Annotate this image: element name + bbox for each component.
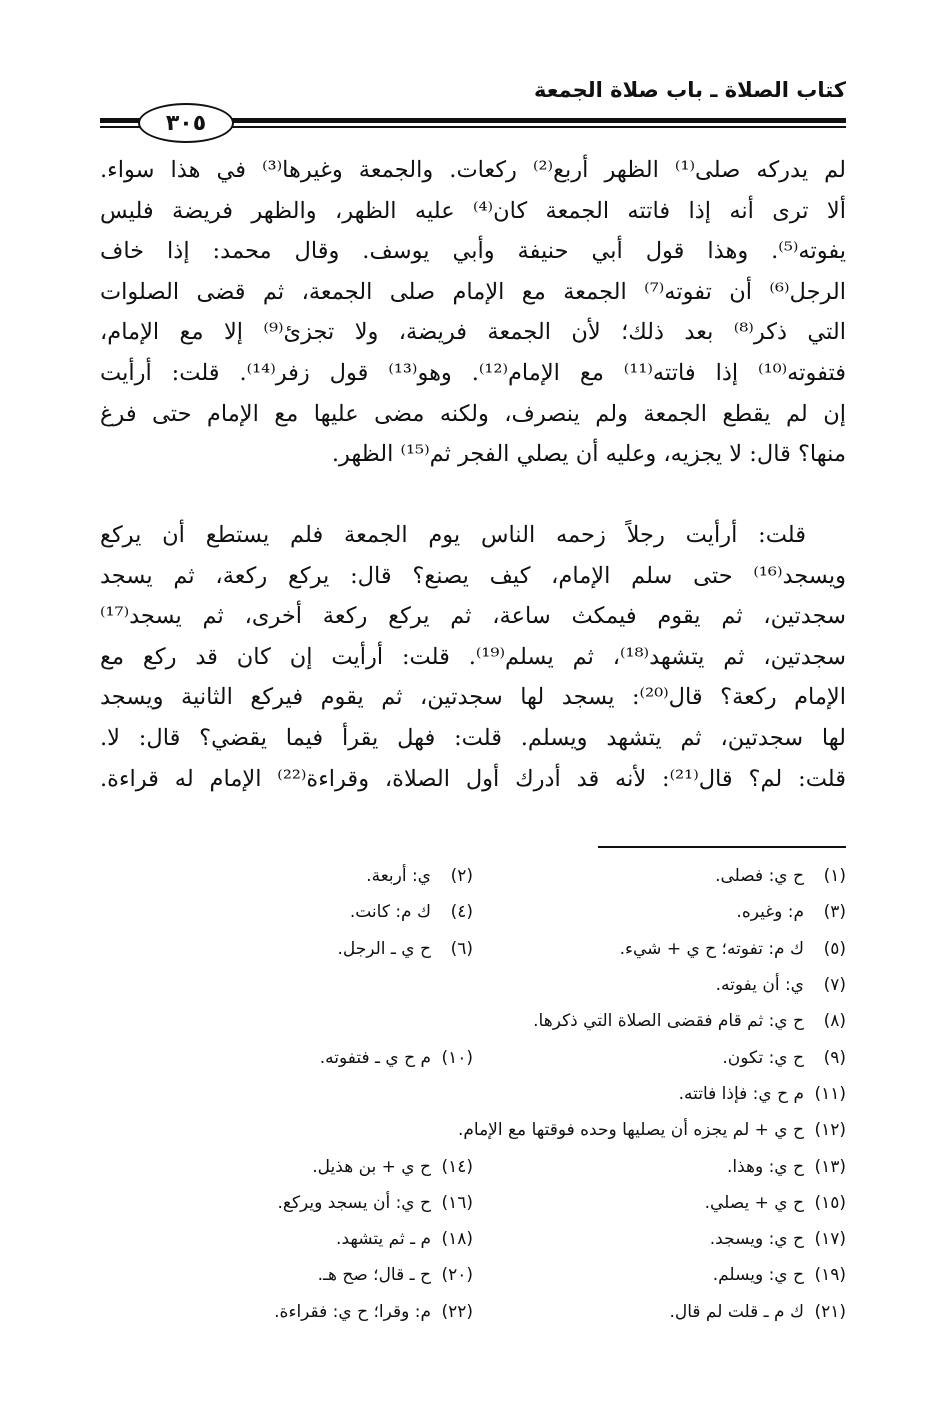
footnote [100,975,846,995]
page-number: ٣٠٥ [138,103,234,143]
footnote-text: ي: أربعة. [366,866,431,887]
footnote [100,939,473,959]
footnote-text: ك م: تفوته؛ ح ي + شيء. [619,938,804,959]
footnote-number: (١٢) [814,1120,846,1141]
text-line: منها؟ قال: لا يجزيه، وعليه أن يصلي الفجر ثم⁽¹⁵⁾ الظهر. [331,441,846,468]
footnote-row [100,1185,846,1221]
footnote-text: ح ي: تكون. [722,1047,804,1068]
text-line: سجدتين، ثم يتشهد⁽¹⁸⁾، ثم يسلم⁽¹⁹⁾. قلت: أرأيت إن كان قد ركع مع [100,643,846,670]
footnote-number: (٣) [823,902,846,923]
footnote-number: (١٧) [814,1229,846,1250]
footnote-number: (٦) [450,938,473,959]
footnote [473,1302,846,1322]
text-line: التي ذكر⁽⁸⁾ بعد ذلك؛ لأن الجمعة فريضة، ولا تجزئ⁽⁹⁾ إلا مع الإمام، [100,319,846,346]
footnote [100,1084,846,1104]
footnote-text: ح ي ـ الرجل. [337,938,431,959]
footnote-text: م: وغيره. [736,902,804,923]
footnote [100,1011,846,1031]
footnote-row [100,1112,846,1148]
text-line: ويسجد⁽¹⁶⁾ حتى سلم الإمام، كيف يصنع؟ قال: يركع ركعة، ثم يسجد [100,562,846,589]
footnote [473,1265,846,1285]
footnote-number: (١٣) [814,1156,846,1177]
footnote-number: (٤) [450,902,473,923]
footnote [100,1193,473,1213]
text-line: قلت: لم؟ قال⁽²¹⁾: لأنه قد أدرك أول الصلاة، وقراءة⁽²²⁾ الإمام له قراءة. [100,765,846,792]
text-line: قلت: أرأيت رجلاً زحمه الناس يوم الجمعة فلم يستطع أن يركع [100,522,806,548]
footnote-number: (٢) [450,866,473,887]
footnote-row [100,858,846,894]
footnote-number: (٥) [823,938,846,959]
footnote-row [100,967,846,1003]
footnote-text: ك م ـ قلت لم قال. [669,1301,804,1322]
paragraph-2 [100,515,846,799]
text-line: سجدتين، ثم يقوم فيمكث ساعة، ثم يركع ركعة أخرى، ثم يسجد⁽¹⁷⁾ [100,603,846,630]
footnote-text: ح ي: ويسجد. [709,1229,804,1250]
text-line: الرجل⁽⁶⁾ أن تفوته⁽⁷⁾ الجمعة مع الإمام صلى الجمعة، ثم قضى الصلوات [100,278,846,305]
footnote-text: ي: أن يفوته. [715,975,804,996]
footnote [473,1229,846,1249]
footnote-number: (١٥) [814,1192,846,1213]
footnote [473,1157,846,1177]
footnote [100,1229,473,1249]
footnote-row [100,1003,846,1039]
footnote-text: ح ي: ويسلم. [712,1265,804,1286]
footnote-number: (٢٠) [441,1265,473,1286]
footnote [473,902,846,922]
footnote-row [100,931,846,967]
footnote-number: (١٩) [814,1265,846,1286]
footnote-number: (٧) [823,975,846,996]
footnote-number: (١٤) [441,1156,473,1177]
footnote-text: ح ي: أن يسجد ويركع. [277,1192,431,1213]
text-line: لها سجدتين، ثم يتشهد ويسلم. قلت: فهل يقرأ فيما يقضي؟ قال: لا. [100,724,846,751]
footnote-number: (٨) [823,1011,846,1032]
footnote-text: ح ي: فصلى. [715,866,804,887]
text-line: فتفوته⁽¹⁰⁾ إذا فاتته⁽¹¹⁾ مع الإمام⁽¹²⁾. وهو⁽¹³⁾ قول زفر⁽¹⁴⁾. قلت: أرأيت [100,359,847,386]
footnote-text: ح ي + لم يجزه أن يصليها وحده فوقتها مع الإمام. [457,1120,804,1141]
footnote-number: (٩) [823,1047,846,1068]
footnote-text: ح ـ قال؛ صح هـ. [317,1265,431,1286]
footnote-number: (١٨) [441,1229,473,1250]
footnote-row [100,1294,846,1330]
footnote-text: ك م: كانت. [349,902,431,923]
paragraph-1 [100,150,846,475]
footnote [100,1157,473,1177]
text-line: الإمام ركعة؟ قال⁽²⁰⁾: يسجد لها سجدتين، ثم يقوم فيركع الثانية ويسجد [100,684,846,711]
footnote-row [100,1221,846,1257]
footnote-number: (١) [823,866,846,887]
footnote-text: ح ي: وهذا. [726,1156,804,1177]
footnote-text: ح ي + بن هذيل. [312,1156,431,1177]
footnote-text: م ح ي: فإذا فاتته. [678,1083,804,1104]
footnote [100,902,473,922]
footnote [473,1048,846,1068]
running-header-title: كتاب الصلاة ـ باب صلاة الجمعة [533,78,846,102]
footnote [100,1302,473,1322]
footnote [473,1193,846,1213]
footnote-row [100,1148,846,1184]
footnote-text: ح ي: ثم قام فقضى الصلاة التي ذكرها. [533,1011,804,1032]
footnote [473,939,846,959]
footnote [100,866,473,886]
footnote-row [100,1076,846,1112]
footnote-number: (١١) [814,1083,846,1104]
footnote-number: (٢١) [814,1301,846,1322]
footnote-row [100,1039,846,1075]
footnote [100,1265,473,1285]
text-line: إن لم يقطع الجمعة ولم ينصرف، ولكنه مضى عليها مع الإمام حتى فرغ [100,400,846,427]
footnote-row [100,1257,846,1293]
footnote [100,1120,846,1140]
footnote [473,866,846,886]
footnote [100,1048,473,1068]
footnote-text: م ح ي ـ فتفوته. [319,1047,431,1068]
text-line: ألا ترى أنه إذا فاتته الجمعة كان⁽⁴⁾ عليه الظهر، والظهر فريضة فليس [100,197,847,224]
text-line: يفوته⁽⁵⁾. وهذا قول أبي حنيفة وأبي يوسف. وقال محمد: إذا خاف [100,238,846,265]
footnote-text: م: وقرا؛ ح ي: فقراءة. [274,1301,431,1322]
footnote-row [100,894,846,930]
footnote-text: ح ي + يصلي. [704,1192,804,1213]
footnote-number: (١٠) [441,1047,473,1068]
footnote-separator [598,846,846,848]
footnote-number: (٢٢) [441,1301,473,1322]
footnotes [100,858,846,1330]
text-line: لم يدركه صلى⁽¹⁾ الظهر أربع⁽²⁾ ركعات. والجمعة وغيرها⁽³⁾ في هذا سواء. [100,157,846,183]
footnote-text: م ـ ثم يتشهد. [336,1229,431,1250]
footnote-number: (١٦) [441,1192,473,1213]
